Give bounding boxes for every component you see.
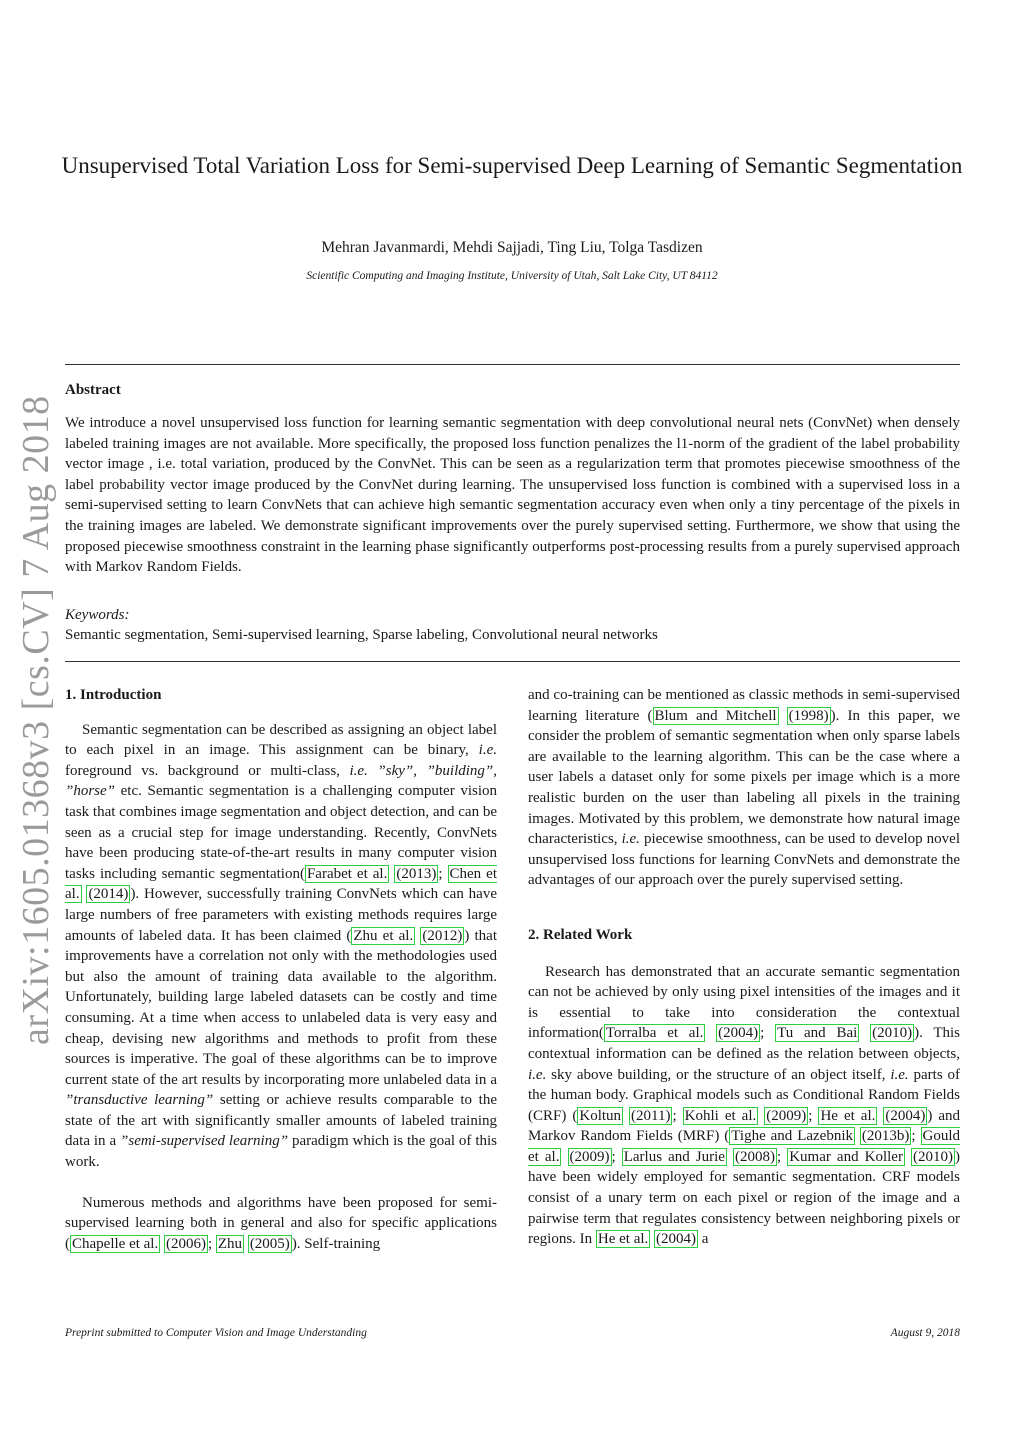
citation-link[interactable]: Chapelle et al. — [72, 1235, 159, 1252]
keywords: Semantic segmentation, Semi-supervised learning, Sparse labeling, Convolutional neural networks — [65, 627, 658, 643]
citation-year-link[interactable]: (2013) — [396, 865, 437, 882]
citation-year-link[interactable]: (2011) — [631, 1107, 671, 1124]
citation-link[interactable]: Gould et al. — [528, 1128, 960, 1165]
citation-year-link[interactable]: (2010) — [913, 1148, 953, 1165]
citation-link[interactable]: Farabet et al. — [306, 865, 388, 882]
citation-link[interactable]: Tighe and Lazebnik — [731, 1128, 854, 1145]
citation-year-link[interactable]: (2014) — [88, 886, 129, 903]
citation-year-link[interactable]: (2009) — [569, 1148, 610, 1165]
citation-link[interactable]: Torralba et al. — [605, 1025, 704, 1042]
citation-link[interactable]: Zhu — [217, 1235, 243, 1252]
citation-year-link[interactable]: (2010) — [872, 1025, 913, 1042]
intro-paragraph-2: Numerous methods and algorithms have been proposed for semi-supervised learning both in general and also for specific applications ( Chapelle et al. (2006) ; Zhu (2005) ). Self-training — [65, 1194, 497, 1252]
citation-year-link[interactable]: (2008) — [735, 1148, 775, 1165]
keywords-label: Keywords: — [65, 607, 130, 623]
affiliation: Scientific Computing and Imaging Institute, University of Utah, Salt Lake City, UT 84112 — [306, 270, 718, 282]
left-column — [65, 685, 497, 1254]
citation-year-link[interactable]: (2013b) — [861, 1128, 910, 1145]
citation-link[interactable]: He et al. — [820, 1107, 876, 1124]
citation-year-link[interactable]: (2004) — [718, 1025, 759, 1042]
section-heading-related-work: 2. Related Work — [528, 926, 633, 943]
citation-link[interactable]: Kumar and Koller — [789, 1148, 903, 1165]
arxiv-stamp: arXiv:1605.01368v3 [cs.CV] 7 Aug 2018 — [15, 395, 57, 1045]
right-column — [528, 685, 960, 1250]
citation-link[interactable]: Blum and Mitchell — [654, 707, 777, 724]
related-work-paragraph: Research has demonstrated that an accurate semantic segmentation can not be achieved by only using pixel intensities of the images and it is essential to take into consideration the contextual information( Torralba et al. (2004) ; Tu and Bai (2010) ). This contextual information can be defined as the relation between objects, i.e. sky above building, or the structure of an object itself, i.e. parts of the human body. Graphical models such as Conditional Random Fields (CRF) ( Koltun (2011) ; Kohli et al. (2009) ; He et al. (2004) ) and Markov Random Fields (MRF) ( Tighe and Lazebnik (2013b) ; Gould et al. (2009) ; Larlus and Jurie (2008) ; Kumar and Koller (2010) ) have been widely employed for semantic segmentation. CRF models consist of a unary term on each pixel or region of the image and a pairwise term that regulates consistency between neighboring pixels or regions. In He et al. (2004) a — [528, 963, 961, 1248]
citation-year-link[interactable]: (2005) — [249, 1235, 290, 1252]
intro-paragraph-2-continued: and co-training can be mentioned as classic methods in semi-supervised learning literature ( Blum and Mitchell (1998) ). In this paper, we consider the problem of semantic segmentation when only sparse labels are available to the learning algorithm. This can be the case where a user labels a dataset only for some pixels per image which is a more realistic burden on the user than labeling all pixels in the training images. Motivated by this problem, we demonstrate how natural image characteristics, i.e. piecewise smoothness, can be used to develop novel unsupervised loss functions for learning ConvNets and demonstrate the advantages of our approach over the purely supervised setting. — [528, 687, 961, 889]
citation-year-link[interactable]: (2012) — [422, 927, 463, 944]
section-heading-introduction: 1. Introduction — [65, 687, 162, 703]
citation-link[interactable]: Kohli et al. — [684, 1107, 757, 1124]
citation-link[interactable]: Chen et al. — [65, 865, 497, 903]
citation-year-link[interactable]: (2009) — [766, 1107, 807, 1124]
citation-link[interactable]: Tu and Bai — [777, 1025, 858, 1042]
bottom-rule — [65, 661, 960, 662]
citation-link[interactable]: Larlus and Jurie — [623, 1148, 725, 1165]
footer-preprint-note: Preprint submitted to Computer Vision and Image Understanding — [65, 1327, 367, 1339]
citation-link[interactable]: Zhu et al. — [353, 927, 414, 944]
citation-link[interactable]: Koltun — [579, 1107, 622, 1124]
top-rule — [65, 364, 960, 365]
citation-year-link[interactable]: (1998) — [788, 707, 829, 724]
paper-title: Unsupervised Total Variation Loss for Semi-supervised Deep Learning of Semantic Segmentation — [61, 153, 963, 178]
citation-year-link[interactable]: (2004) — [885, 1107, 926, 1124]
citation-year-link[interactable]: (2006) — [165, 1235, 206, 1252]
author-list: Mehran Javanmardi, Mehdi Sajjadi, Ting Liu, Tolga Tasdizen — [321, 239, 703, 256]
intro-paragraph-1: Semantic segmentation can be described as assigning an object label to each pixel in an image. This assignment can be binary, i.e. foreground vs. background or multi-class, i.e. ”sky”, ”building”, ”horse” etc. Semantic segmentation is a challenging computer vision task that combines image segmentation and object detection, and can be seen as a crucial step for image understanding. Recently, ConvNets have been producing state-of-the-art results in many computer vision tasks including semantic segmentation( Farabet et al. (2013) ; Chen et al. (2014) ). However, successfully training ConvNets which can have large numbers of free parameters with existing methods requires large amounts of labeled data. It has been claimed ( Zhu et al. (2012) ) that improvements have a correlation not only with the methodologies used but also the amount of training data available to the algorithm. Unfortunately, building large labeled datasets can be costly and time consuming. At a time when access to unlabeled data is very easy and cheap, devising new algorithms and methods to profit from these sources is imperative. The goal of these algorithms can be to improve current state of the art results by incorporating more unlabeled data in a ”transductive learning” setting or achieve results comparable to the state of the art with significantly smaller amounts of labeled training data in a ”semi-supervised learning” paradigm which is the goal of this work. — [65, 721, 498, 1171]
footer-date: August 9, 2018 — [890, 1327, 960, 1339]
abstract-heading: Abstract — [65, 382, 121, 398]
abstract-body: We introduce a novel unsupervised loss function for learning semantic segmentation with deep convolutional neural nets (ConvNet) when densely labeled training images are not available. More specifically, the proposed loss function penalizes the l1-norm of the gradient of the label probability vector image , i.e. total variation, produced by the ConvNet. This can be seen as a regularization term that promotes piecewise smoothness of the label probability vector image produced by the ConvNet during learning. The unsupervised loss function is combined with a supervised loss in a semi-supervised setting to learn ConvNets that can achieve high semantic segmentation accuracy even when only a tiny percentage of the pixels in the training images are labeled. We demonstrate significant improvements over the purely supervised setting. Furthermore, we show that using the proposed piecewise smoothness constraint in the learning phase significantly outperforms post-processing results from a purely supervised approach with Markov Random Fields. — [65, 415, 960, 576]
citation-link[interactable]: He et al. — [597, 1231, 649, 1248]
citation-year-link[interactable]: (2004) — [656, 1231, 697, 1248]
